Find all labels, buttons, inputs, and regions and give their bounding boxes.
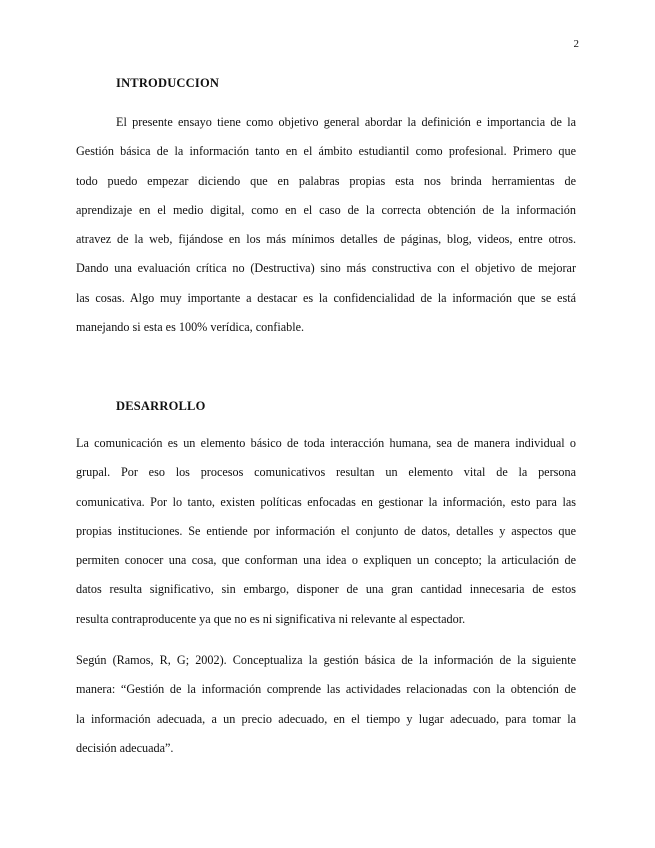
desarrollo-paragraph-2 (76, 646, 576, 763)
paragraph-line: Según (Ramos, R, G; 2002). Conceptualiza la gestión básica de la información de la siguiente (76, 653, 576, 667)
paragraph-line: grupal. Por eso los procesos comunicativos resultan un elemento vital de la persona (76, 465, 576, 480)
paragraph-line: propias instituciones. Se entiende por información el conjunto de datos, detalles y aspectos que (76, 523, 576, 538)
paragraph-line: Dando una evaluación crítica no (Destructiva) sino más constructiva con el objetivo de mejorar (76, 261, 576, 276)
paragraph-line: decisión adecuada”. (76, 740, 174, 755)
paragraph-line: comunicativa. Por lo tanto, existen políticas enfocadas en gestionar la información, esto para las (76, 494, 576, 509)
paragraph-line: datos resulta significativo, sin embargo, disponer de una gran cantidad innecesaria de estos (76, 582, 576, 597)
paragraph-line: Gestión básica de la información tanto en el ámbito estudiantil como profesional. Primero que (76, 144, 576, 159)
desarrollo-heading: DESARROLLO (116, 399, 206, 413)
paragraph-line: permiten conocer una cosa, que conforman una idea o expliquen un concepto; la articulación de (76, 553, 576, 568)
paragraph-line: todo puedo empezar diciendo que en palabras propias esta nos brinda herramientas de (76, 173, 576, 188)
paragraph-line: aprendizaje en el medio digital, como en el caso de la correcta obtención de la información (76, 202, 576, 217)
desarrollo-paragraph-1 (76, 429, 576, 634)
paragraph-line: El presente ensayo tiene como objetivo general abordar la definición e importancia de la (116, 115, 576, 129)
introduccion-paragraph (76, 108, 576, 342)
paragraph-line: resulta contraproducente ya que no es ni significativa ni relevante al espectador. (76, 611, 466, 626)
paragraph-line: manejando si esta es 100% verídica, confiable. (76, 320, 305, 335)
introduccion-heading: INTRODUCCION (116, 76, 220, 90)
paragraph-line: La comunicación es un elemento básico de toda interacción humana, sea de manera individual o (76, 436, 576, 450)
page-number: 2 (573, 38, 579, 50)
paragraph-line: atravez de la web, fijándose en los más mínimos detalles de páginas, blog, videos, entre otros. (76, 232, 576, 247)
paragraph-line: las cosas. Algo muy importante a destacar es la confidencialidad de la información que se está (76, 290, 576, 305)
paragraph-line: la información adecuada, a un precio adecuado, en el tiempo y lugar adecuado, para tomar la (76, 711, 576, 726)
paragraph-line: manera: “Gestión de la información comprende las actividades relacionadas con la obtención de (76, 682, 576, 697)
